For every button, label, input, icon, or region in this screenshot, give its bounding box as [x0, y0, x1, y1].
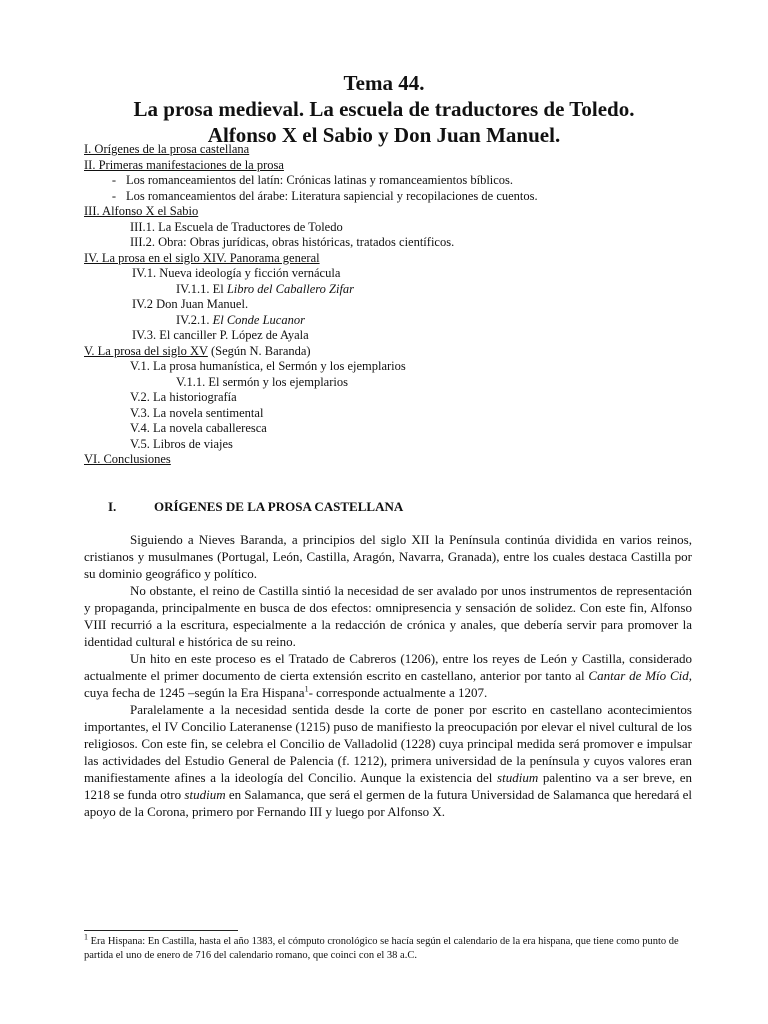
toc-section-3: III. Alfonso X el Sabio: [84, 204, 199, 218]
paragraph-3-text-a: Un hito en este proceso es el Tratado de Cabreros (1206), entre los reyes de León y Castilla, considerado actualmente el primer documento de cierta extensión escrito en castellano, anterior por tanto al: [84, 651, 692, 683]
toc-subsection-5-5: V.5. Libros de viajes: [130, 436, 233, 451]
paragraph-3-text-c: - corresponde actualmente a 1207.: [308, 685, 488, 700]
footnote-divider: [84, 930, 238, 931]
document-title-line-2: La prosa medieval. La escuela de traductores de Toledo.: [133, 97, 635, 121]
toc-section-6: VI. Conclusiones: [84, 452, 171, 466]
paragraph-4: [84, 701, 692, 820]
toc-section-5: V. La prosa del siglo XV: [84, 343, 208, 358]
document-title-line-1: Tema 44.: [343, 71, 425, 95]
paragraph-4-text-a: Paralelamente a la necesidad sentida desde la corte de poner por escrito en castellano acontecimientos importantes, el IV Concilio Lateranense (1215) puso de manifiesto la preocupación por elevar el nivel cultural de los religiosos. Con este fin, se celebra el Concilio de Valladolid (1228) cuya principal medida será promover e impulsar las actividades del Estudio General de Palencia (f. 1212), primera universidad de la península y cuyos valores eran manifiestamente afines a la ideología del Concilio. Aunque la existencia del: [84, 702, 692, 785]
section-title: ORÍGENES DE LA PROSA CASTELLANA: [154, 499, 404, 514]
toc-subsection-5-1: V.1. La prosa humanística, el Sermón y los ejemplarios: [130, 359, 406, 373]
toc-subsection-4-2-1-title: El Conde Lucanor: [212, 312, 305, 327]
toc-subsection-4-1-1: IV.1.1. El: [176, 281, 227, 296]
toc-subsection-5-1-1: V.1.1. El sermón y los ejemplarios: [176, 374, 348, 389]
toc-subsection-5-4: V.4. La novela caballeresca: [130, 421, 267, 435]
section-number: I.: [108, 499, 117, 514]
bullet-dash: -: [111, 173, 117, 187]
toc-bullet-latin: Los romanceamientos del latín: Crónicas latinas y romanceamientos bíblicos.: [126, 173, 514, 187]
paragraph-4-italic-1: studium: [497, 770, 539, 785]
footnote-mark: 1: [84, 932, 88, 942]
toc-subsection-5-3: V.3. La novela sentimental: [130, 405, 264, 420]
document-title-line-3: Alfonso X el Sabio y Don Juan Manuel.: [207, 123, 561, 147]
toc-section-2: II. Primeras manifestaciones de la prosa: [84, 157, 284, 172]
toc-subsection-3-1: III.1. La Escuela de Traductores de Toledo: [130, 219, 343, 234]
table-of-contents: [84, 142, 704, 468]
footnote-reference[interactable]: 1: [304, 684, 309, 694]
paragraph-3-text-b: , cuya fecha de 1245 –según la Era Hispana: [84, 668, 692, 700]
toc-section-4: IV. La prosa en el siglo XIV. Panorama general: [84, 250, 320, 265]
toc-subsection-4-2-1: IV.2.1.: [176, 312, 213, 327]
paragraph-4-text-b: palentino va a ser breve, en 1218 se funda otro: [84, 770, 692, 802]
toc-subsection-4-2: IV.2 Don Juan Manuel.: [132, 297, 249, 311]
paragraph-1: Siguiendo a Nieves Baranda, a principios del siglo XII la Península continúa dividida en varios reinos, cristianos y musulmanes (Portugal, León, Castilla, Aragón, Navarra, Granada), entre los cuales destaca Castilla por su dominio geográfico y político.: [84, 532, 692, 581]
toc-subsection-4-1-1-title: Libro del Caballero Zifar: [226, 281, 355, 296]
toc-bullet-arabe: Los romanceamientos del árabe: Literatura sapiencial y recopilaciones de cuentos.: [126, 188, 538, 203]
toc-subsection-5-2: V.2. La historiografía: [130, 390, 237, 404]
toc-section-1: I. Orígenes de la prosa castellana: [84, 142, 250, 156]
toc-section-5-note: (Según N. Baranda): [207, 343, 311, 358]
body-text: [84, 531, 692, 820]
footnote-text: Era Hispana: En Castilla, hasta el año 1383, el cómputo cronológico se hacía según el calendario de la era hispana, que tiene como punto de partida el uno de enero de 716 del calendario romano, que coinci con el 38 a.C.: [84, 936, 679, 961]
paragraph-3: [84, 650, 692, 701]
footnote: [84, 932, 692, 963]
paragraph-2: No obstante, el reino de Castilla sintió la necesidad de ser avalado por unos instrumentos de representación y propaganda, principalmente en busca de dos efectos: omnipresencia y sensación de solidez. Con este fin, Alfonso VIII recurrió a la escritura, especialmente a la redacción de crónica y anales, que debería servir para promover la identidad cultural e histórica de su reino.: [84, 583, 692, 649]
toc-subsection-4-3: IV.3. El canciller P. López de Ayala: [132, 328, 309, 342]
paragraph-4-text-c: en Salamanca, que será el germen de la futura Universidad de Salamanca que heredará el apoyo de la Corona, primero por Fernando III y luego por Alfonso X.: [84, 787, 692, 819]
section-heading: [108, 499, 403, 515]
paragraph-3-italic: Cantar de Mío Cid: [588, 668, 689, 683]
toc-subsection-3-2: III.2. Obra: Obras jurídicas, obras históricas, tratados científicos.: [130, 235, 455, 249]
bullet-dash: -: [111, 188, 117, 203]
paragraph-4-italic-2: studium: [184, 787, 226, 802]
toc-subsection-4-1: IV.1. Nueva ideología y ficción vernácula: [132, 266, 341, 280]
